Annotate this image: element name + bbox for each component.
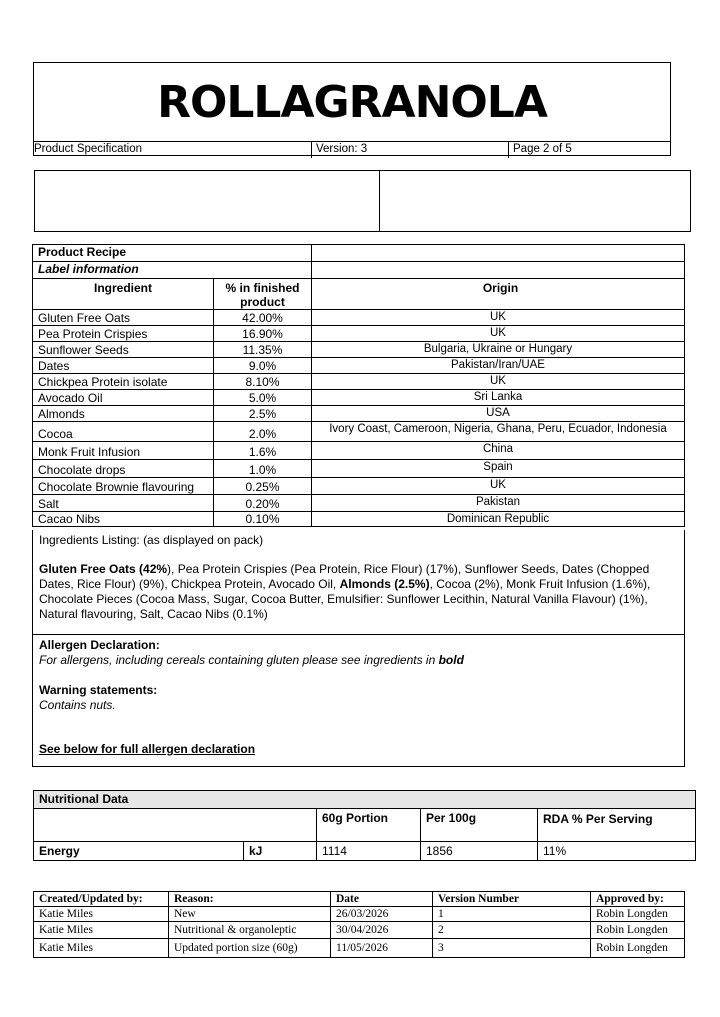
recipe-percent: 1.6% [214,442,312,460]
recipe-origin: China [312,442,685,460]
energy-rda: 11% [538,842,696,861]
history-row [34,922,685,939]
recipe-title: Product Recipe [33,245,312,262]
recipe-percent: 1.0% [214,460,312,478]
recipe-ingredient: Pea Protein Crispies [33,326,214,342]
recipe-rows [33,310,685,527]
brand-logo: ROLLAGRANOLA [157,77,547,128]
energy-portion: 1114 [317,842,421,861]
recipe-origin: UK [312,478,685,495]
history-cell: 2 [433,922,591,939]
col-per-100g: Per 100g [421,809,538,842]
recipe-origin: Dominican Republic [312,512,685,527]
listing-text-b: , Cocoa (2%), Monk Fruit Infusion (1.6%), Chocolate Pieces (Cocoa Mass, Sugar, Cocoa Butter, Emulsifier: Sunflower Lecithin, Natural Vanilla Flavour) (1%), Natural flavouring, Salt, Cacao Nibs (0.1%) [39,577,651,621]
recipe-table [32,244,685,527]
history-cell: Robin Longden [591,907,685,922]
energy-per-100g: 1856 [421,842,538,861]
warning-text: Contains nuts. [39,698,116,712]
recipe-ingredient: Sunflower Seeds [33,342,214,358]
recipe-origin: Sri Lanka [312,390,685,406]
history-row [34,907,685,922]
recipe-row [33,358,685,374]
section-divider [32,634,685,635]
history-cell: Updated portion size (60g) [169,939,331,958]
recipe-percent: 2.5% [214,406,312,422]
recipe-origin: Ivory Coast, Cameroon, Nigeria, Ghana, Peru, Ecuador, Indonesia [312,422,685,442]
recipe-ingredient: Chickpea Protein isolate [33,374,214,390]
recipe-percent: 2.0% [214,422,312,442]
history-header-cell: Approved by: [591,892,685,907]
recipe-percent: 0.25% [214,478,312,495]
blank-info-box [34,170,691,232]
recipe-row [33,495,685,512]
recipe-origin: UK [312,326,685,342]
revision-history-table [33,891,685,958]
recipe-row [33,512,685,527]
recipe-subtitle: Label information [33,262,312,279]
col-percent: % in finished product [214,279,312,310]
energy-label: Energy [34,842,244,861]
recipe-ingredient: Avocado Oil [33,390,214,406]
recipe-row [33,390,685,406]
history-row [34,939,685,958]
allergen-note-text: For allergens, including cereals containing gluten please see ingredients in [39,653,439,667]
listing-heading: Ingredients Listing: (as displayed on pack) [39,533,264,547]
listing-text-a: ), Pea Protein Crispies (Pea Protein, Rice Flour) (17%), Sunflower Seeds, Dates (Chopped Dates, Rice Flour) (9%), Chickpea Protein, Avocado Oil, [39,562,650,591]
history-cell: Robin Longden [591,922,685,939]
recipe-origin: Bulgaria, Ukraine or Hungary [312,342,685,358]
allergen-section [39,638,678,757]
recipe-origin: UK [312,310,685,326]
nutrition-title: Nutritional Data [34,791,696,809]
recipe-ingredient: Dates [33,358,214,374]
history-cell: Nutritional & organoleptic [169,922,331,939]
version-label: Version: 3 [312,142,509,158]
recipe-origin: Spain [312,460,685,478]
energy-unit: kJ [244,842,317,861]
nutrition-table [33,790,696,861]
recipe-row [33,342,685,358]
recipe-percent: 5.0% [214,390,312,406]
history-cell: 30/04/2026 [331,922,433,939]
page-number: Page 2 of 5 [513,143,572,155]
recipe-row [33,460,685,478]
recipe-ingredient: Gluten Free Oats [33,310,214,326]
recipe-origin: Pakistan [312,495,685,512]
history-cell: Katie Miles [34,907,169,922]
col-ingredient: Ingredient [33,279,214,310]
col-rda: RDA % Per Serving [538,809,696,842]
recipe-ingredient: Cacao Nibs [33,512,214,527]
ingredients-listing-section [32,530,685,767]
recipe-row [33,374,685,390]
history-cell: 3 [433,939,591,958]
col-origin: Origin [312,279,685,310]
recipe-ingredient: Chocolate Brownie flavouring [33,478,214,495]
recipe-ingredient: Monk Fruit Infusion [33,442,214,460]
document-header [33,62,671,156]
allergen-heading: Allergen Declaration: [39,638,160,652]
recipe-percent: 8.10% [214,374,312,390]
blank-box-divider [379,171,380,231]
recipe-percent: 16.90% [214,326,312,342]
recipe-row [33,478,685,495]
history-cell: Katie Miles [34,922,169,939]
recipe-ingredient: Salt [33,495,214,512]
history-cell: Robin Longden [591,939,685,958]
listing-bold-almonds: Almonds (2.5%) [339,577,430,591]
allergen-declaration-link[interactable]: See below for full allergen declaration [39,742,256,756]
recipe-ingredient: Almonds [33,406,214,422]
recipe-percent: 9.0% [214,358,312,374]
history-header-cell: Created/Updated by: [34,892,169,907]
history-cell: 11/05/2026 [331,939,433,958]
history-header-cell: Version Number [433,892,591,907]
history-cell: Katie Miles [34,939,169,958]
recipe-row [33,422,685,442]
recipe-percent: 11.35% [214,342,312,358]
allergen-note-bold: bold [438,653,464,667]
ingredients-listing-text [39,562,678,622]
history-header-cell: Reason: [169,892,331,907]
history-cell: 1 [433,907,591,922]
recipe-ingredient: Cocoa [33,422,214,442]
allergen-note [39,653,678,668]
recipe-row [33,310,685,326]
recipe-origin: Pakistan/Iran/UAE [312,358,685,374]
recipe-origin: UK [312,374,685,390]
history-cell: 26/03/2026 [331,907,433,922]
recipe-row [33,326,685,342]
listing-bold-oats: Gluten Free Oats (42% [39,562,168,576]
history-header-row [34,892,685,907]
recipe-percent: 0.20% [214,495,312,512]
recipe-origin: USA [312,406,685,422]
recipe-ingredient: Chocolate drops [33,460,214,478]
recipe-percent: 0.10% [214,512,312,527]
warning-heading: Warning statements: [39,683,158,697]
history-cell: New [169,907,331,922]
history-header-cell: Date [331,892,433,907]
recipe-row [33,442,685,460]
col-portion: 60g Portion [317,809,421,842]
revision-rows [34,892,685,958]
header-info-row [33,141,671,158]
recipe-percent: 42.00% [214,310,312,326]
doc-type: Product Specification [33,142,312,158]
recipe-row [33,406,685,422]
